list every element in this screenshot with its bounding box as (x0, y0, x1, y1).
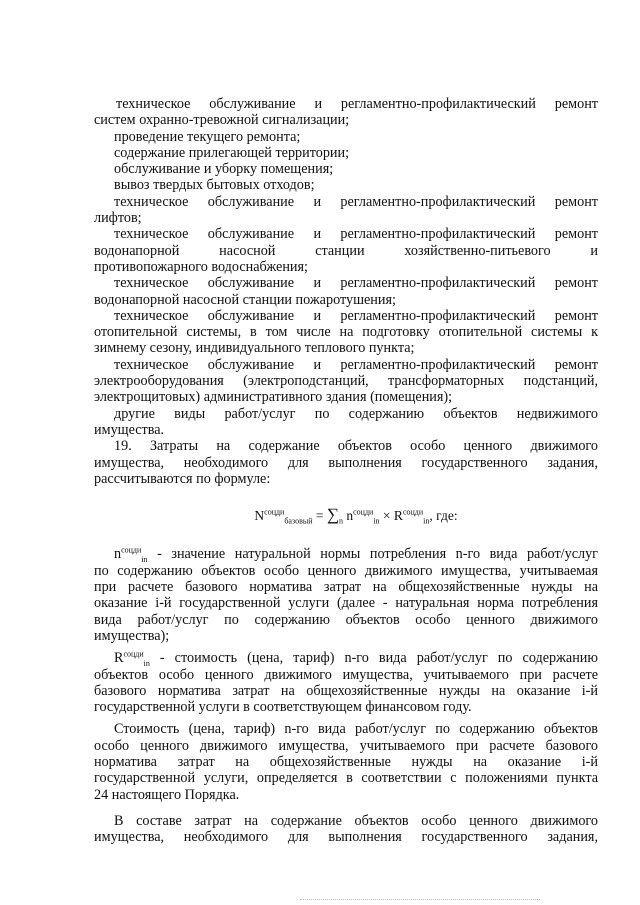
text-line: водонапорной насосной станции пожаротушения; (94, 291, 396, 308)
text-line: вывоз твердых бытовых отходов; (114, 177, 315, 194)
text-line: рассчитываются по формуле: (94, 470, 271, 487)
text-line: содержание прилегающей территории; (114, 144, 350, 161)
definition-n-first (114, 545, 598, 565)
cost-line: особо ценного движимого имущества, учитываемого при расчете базового (94, 737, 598, 754)
formula-r: R (393, 508, 403, 524)
text-line: техническое обслуживание и регламентно-профилактический ремонт (116, 96, 598, 112)
last-para-line: имущества, необходимого для выполнения государственного задания, (94, 829, 598, 846)
scan-artifact-line (300, 899, 540, 901)
text-line: проведение текущего ремонта; (114, 128, 301, 145)
text-line: лифтов; (94, 210, 142, 227)
document-body (94, 96, 598, 846)
text-line: систем охранно-тревожной сигнализации; (94, 112, 350, 129)
def-r-line: государственной услуги в соответствующем финансовом году. (94, 699, 472, 716)
def-n-line: при расчете базового норматива затрат на общехозяйственные нужды на (94, 579, 598, 596)
formula-eq: = (315, 508, 324, 524)
formula-n-sub: in (373, 516, 380, 526)
text-line: электрооборудования (электроподстанций, трансформаторных подстанций, (94, 373, 598, 390)
def-n-sup: соцди (121, 545, 142, 555)
formula-r-sub: in (423, 516, 430, 526)
text-line: имущества. (94, 421, 165, 438)
cost-line: государственной услуги, определяется в соответствии с положениями пункта (94, 770, 598, 787)
cost-line: норматива затрат на общехозяйственные нужды на оказание i-й (94, 753, 598, 770)
def-r-line: базового норматива затрат на общехозяйственные нужды на оказание i-й (94, 682, 598, 699)
def-n-line: имущества); (94, 627, 170, 644)
formula-n-sup: соцди (353, 507, 374, 517)
def-n-sub: in (141, 555, 148, 565)
def-n-symbol: n (114, 546, 122, 563)
text-line: водонапорной насосной станции хозяйственно-питьевого и (94, 242, 598, 259)
formula-times: × (382, 508, 391, 524)
def-n-line: - значение натуральной нормы потребления n-го вида работ/услуг (147, 546, 598, 563)
formula-lhs-sub: базовый (284, 516, 313, 526)
text-line: другие виды работ/услуг по содержанию объектов недвижимого (114, 405, 598, 422)
formula-sum: ∑ (326, 505, 339, 525)
text-line: отопительной системы, в том числе на подготовку отопительной системы к (94, 324, 598, 341)
formula-r-sup: соцди (402, 507, 424, 517)
formula-n: n (346, 508, 354, 524)
text-line: техническое обслуживание и регламентно-профилактический ремонт (114, 275, 598, 292)
def-r-sub: in (143, 659, 150, 669)
definition-r-first (114, 649, 598, 669)
last-para-line: В составе затрат на содержание объектов особо ценного движимого (114, 812, 598, 829)
def-r-sup: соцди (123, 649, 144, 659)
formula (114, 507, 598, 524)
def-r-line: - стоимость (цена, тариф) n-го вида работ/услуг по содержанию (149, 650, 598, 667)
text-line: противопожарного водоснабжения; (94, 258, 308, 275)
text-line: зимнему сезону, индивидуального теплового пункта; (94, 340, 415, 357)
text-line: техническое обслуживание и регламентно-профилактический ремонт (114, 356, 598, 373)
text-line: техническое обслуживание и регламентно-профилактический ремонт (114, 193, 598, 210)
def-n-line: по содержанию объектов особо ценного движимого имущества, учитываемая (94, 562, 598, 579)
formula-tail: , где: (429, 508, 458, 524)
text-line: обслуживание и уборку помещения; (114, 161, 334, 178)
def-r-symbol: R (114, 650, 124, 667)
text-line: электрощитовых) административного здания (помещения); (94, 389, 453, 406)
cost-line: Стоимость (цена, тариф) n-го вида работ/услуг по содержанию объектов (114, 721, 598, 738)
def-r-line: объектов особо ценного движимого имущества, учитываемого при расчете (94, 666, 598, 683)
def-n-line: оказание i-й государственной услуги (далее - натуральная норма потребления (94, 595, 598, 612)
text-line: техническое обслуживание и регламентно-профилактический ремонт (114, 307, 598, 324)
formula-sum-sub: n (339, 516, 343, 526)
text-line: имущества, необходимого для выполнения государственного задания, (94, 454, 598, 471)
text-line: 19. Затраты на содержание объектов особо ценного движимого (114, 438, 598, 455)
formula-lhs: N (254, 508, 265, 524)
spacer (114, 803, 598, 813)
cost-line: 24 настоящего Порядка. (94, 786, 240, 803)
formula-lhs-sup: соцди (264, 507, 285, 517)
text-line: техническое обслуживание и регламентно-профилактический ремонт (114, 226, 598, 243)
def-n-line: вида работ/услуг по содержанию объектов особо ценного движимого (94, 611, 598, 628)
